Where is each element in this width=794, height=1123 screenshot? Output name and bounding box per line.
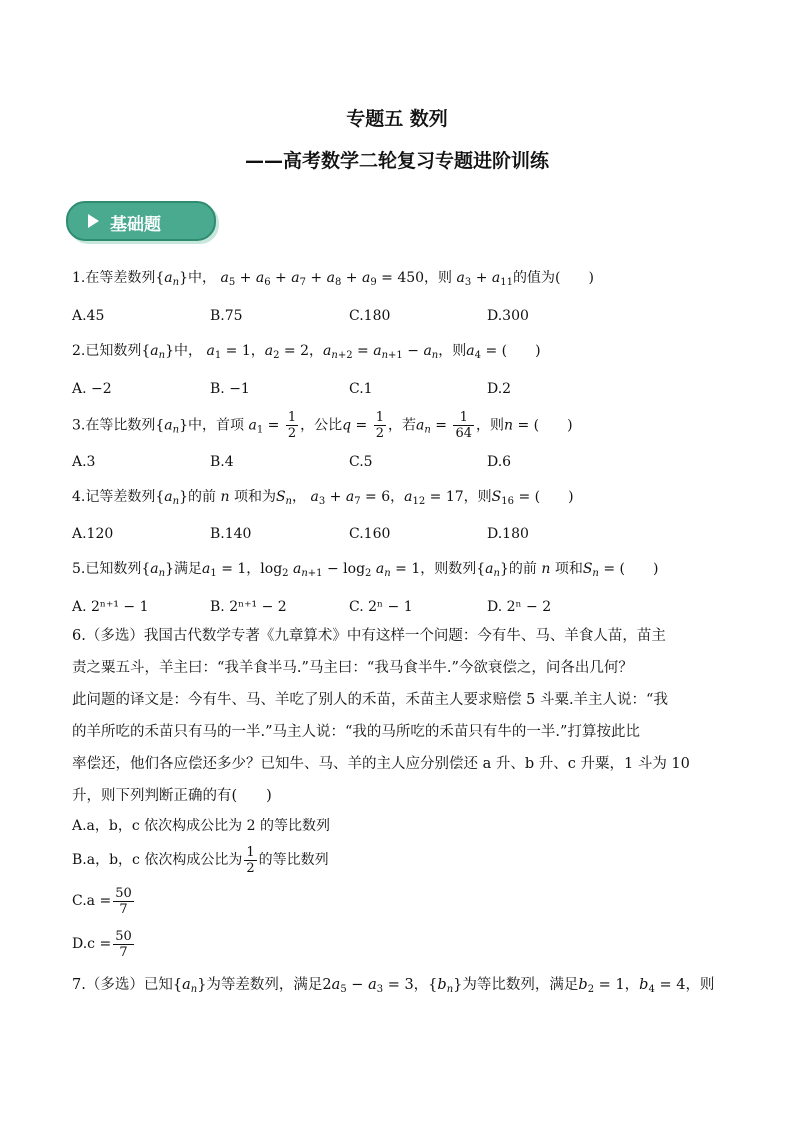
q3-option-a: A.3 bbox=[72, 454, 96, 470]
q4-option-b: B.140 bbox=[210, 526, 252, 542]
page-subtitle: ——高考数学二轮复习专题进阶训练 bbox=[244, 150, 549, 172]
question-7: 7.（多选）已知$\{a_n\}$为等差数列，满足$2a_5 - a_3 = 3$，$\{b_n\}$为等比数列，满足$b_2 = 1$，$b_4 = 4$，则 bbox=[72, 977, 715, 995]
q4-option-d: D.180 bbox=[487, 526, 529, 542]
play-icon bbox=[88, 214, 99, 228]
section-tag bbox=[66, 201, 216, 241]
section-tag-label: 基础题 bbox=[110, 215, 161, 235]
q1-option-a: A.45 bbox=[72, 308, 105, 324]
q3-option-d: D.6 bbox=[487, 454, 512, 470]
question-4: 4.记等差数列$\{a_n\}$的前 n 项和为$S_n$， $a_3 + a_7 = 6$，$a_{12} = 17$，则$S_{16}$ = ( ) bbox=[72, 489, 574, 507]
q1-option-b: B.75 bbox=[210, 308, 243, 324]
q5-option-d: D. 2ⁿ − 2 bbox=[487, 599, 552, 615]
q3-option-c: C.5 bbox=[349, 454, 373, 470]
q2-option-c: C.1 bbox=[349, 381, 373, 397]
q6-option-a: A.a，b，c 依次构成公比为 2 的等比数列 bbox=[72, 818, 330, 834]
question-3: 3.在等比数列$\{a_n\}$中，首项 $a_1$ = $\frac{1}{2}$ ，公比q = $\frac{1}{2}$ ，若$a_n$ = $\frac{1}{64}$ ，则n = ( ) bbox=[72, 410, 573, 441]
q6-option-d: D.c = $\frac{50}{7}$ bbox=[72, 928, 132, 960]
question-2: 2.已知数列$\{a_n\}$中， $a_1 = 1$，$a_2 = 2$，$a_{n+2} = a_{n+1} - a_n$，则$a_4$ = ( ) bbox=[72, 343, 541, 361]
question-5: 5.已知数列$\{a_n\}$满足$a_1 = 1$，$\log_2 a_{n+1} - \log_2 a_n = 1$，则数列$\{a_n\}$的前 n 项和$S_n$ = ( ) bbox=[72, 561, 659, 579]
q5-option-b: B. 2ⁿ⁺¹ − 2 bbox=[210, 599, 287, 615]
q4-option-a: A.120 bbox=[72, 526, 114, 542]
q3-option-b: B.4 bbox=[210, 454, 234, 470]
q2-option-b: B. −1 bbox=[210, 381, 250, 397]
q5-option-c: C. 2ⁿ − 1 bbox=[349, 599, 413, 615]
question-6: 6.（多选）我国古代数学专著《九章算术》中有这样一个问题：今有牛、马、羊食人苗，苗主 责之粟五斗，羊主曰：“我羊食半马.”马主曰：“我马食半牛.”今欲衰偿之，问各出几何？ 此问题的译文是：今有牛、马、羊吃了别人的禾苗，禾苗主人要求赔偿 5 斗粟.羊主人说：“我 的羊所吃的禾苗只有马的一半.”马主人说：“我的马所吃的禾苗只有牛的一半.”打算按此比 率偿还，他们各应偿还多少？已知牛、马、羊的主人应分别偿还 a 升、b 升、c 升粟，1 斗为 10 升，则下列判断正确的有( ) bbox=[72, 628, 690, 804]
question-1: 1.在等差数列$\{a_n\}$中， $a_5 + a_6 + a_7 + a_8 + a_9 = 450$，则 $a_3 + a_{11}$的值为( ) bbox=[72, 270, 594, 288]
q1-option-d: D.300 bbox=[487, 308, 529, 324]
q2-option-d: D.2 bbox=[487, 381, 512, 397]
q2-option-a: A. −2 bbox=[72, 381, 112, 397]
q5-option-a: A. 2ⁿ⁺¹ − 1 bbox=[72, 599, 149, 615]
q6-option-c: C.a = $\frac{50}{7}$ bbox=[72, 885, 132, 917]
q4-option-c: C.160 bbox=[349, 526, 391, 542]
q1-option-c: C.180 bbox=[349, 308, 391, 324]
q6-option-b: B.a，b，c 依次构成公比为 $\frac{1}{2}$ 的等比数列 bbox=[72, 844, 329, 876]
page-title: 专题五 数列 bbox=[346, 108, 448, 130]
